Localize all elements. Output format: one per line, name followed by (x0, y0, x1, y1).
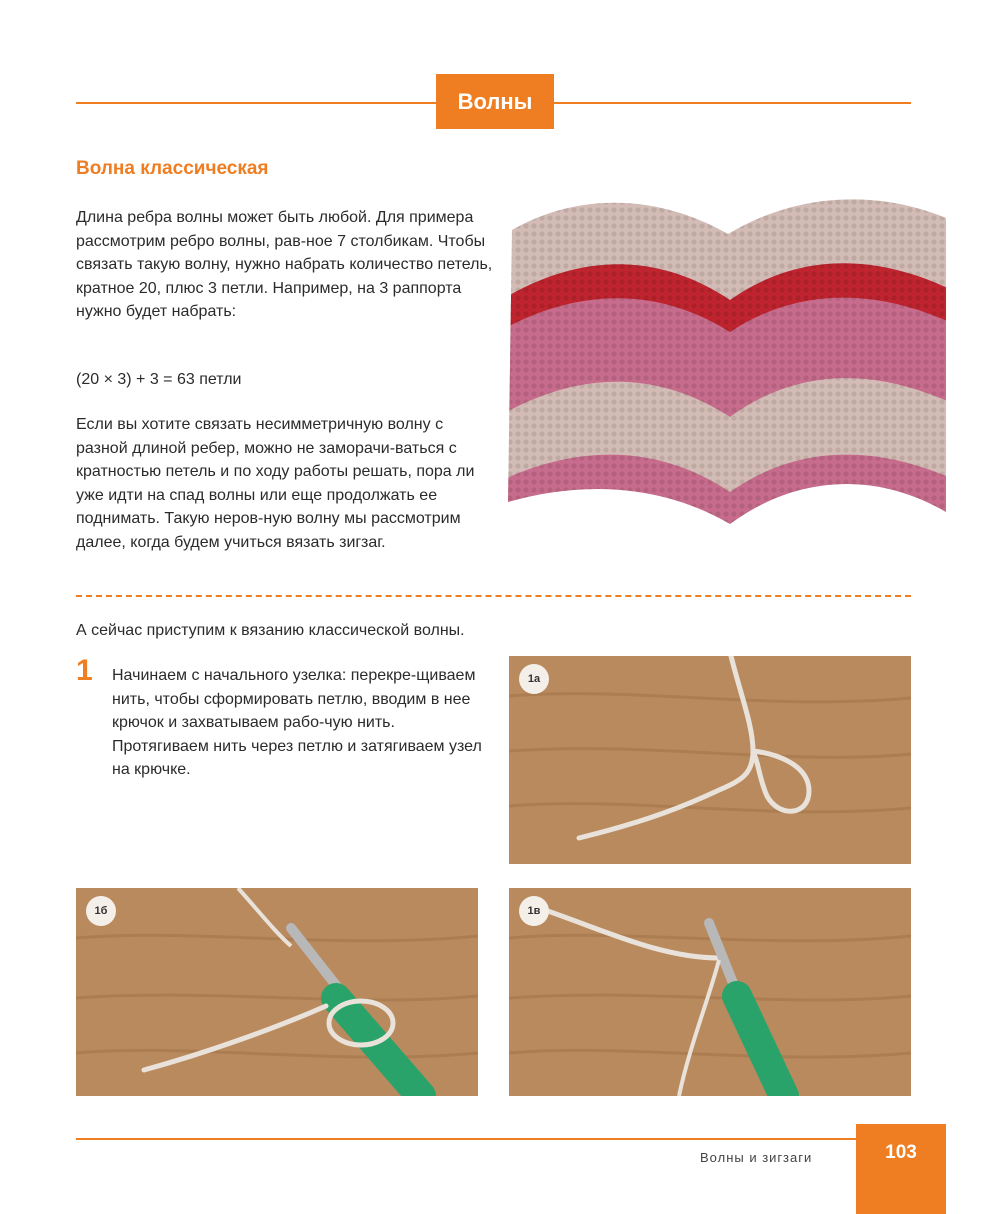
section-subtitle: Волна классическая (76, 158, 269, 179)
photo-label-1v: 1в (519, 896, 549, 926)
wave-swatch-photo (498, 182, 960, 550)
step-description: Начинаем с начального узелка: перекре-щиваем нить, чтобы сформировать петлю, вводим в нее крючок и захватываем рабо-чую нить. Протягиваем нить через петлю и затягиваем узел на крючке. (112, 667, 482, 778)
chapter-title: Волны (436, 74, 554, 129)
page-number: 103 (885, 1142, 917, 1163)
formula-text: (20 × 3) + 3 = 63 петли (76, 371, 242, 388)
intro-paragraph: Длина ребра волны может быть любой. Для примера рассмотрим ребро волны, рав-ное 7 столбикам. Чтобы связать такую волну, нужно набрать количество петель, кратное 20, плюс 3 петли. Например, на 3 раппорта нужно будет набрать: (76, 209, 493, 320)
asymmetric-wave-paragraph: Если вы хотите связать несимметричную волну с разной длиной ребер, можно не заморачи-ваться с кратностью петель и по ходу работы решать, пора ли уже идти на спад волны или еще продолжать ее поднимать. Такую неров-ную волну мы рассмотрим далее, когда будем учиться вязать зигзаг. (76, 416, 475, 551)
photo-1b (76, 888, 478, 1096)
footer-rule (76, 1138, 856, 1140)
photo-label-1b: 1б (86, 896, 116, 926)
step-number: 1 (76, 654, 93, 687)
start-paragraph: А сейчас приступим к вязанию классической волны. (76, 622, 465, 639)
photo-1v (509, 888, 911, 1096)
footer-section-title: Волны и зигзаги (700, 1150, 813, 1165)
photo-1a (509, 656, 911, 864)
section-divider (76, 595, 911, 597)
photo-label-1a: 1а (519, 664, 549, 694)
page-number-box (856, 1124, 946, 1214)
